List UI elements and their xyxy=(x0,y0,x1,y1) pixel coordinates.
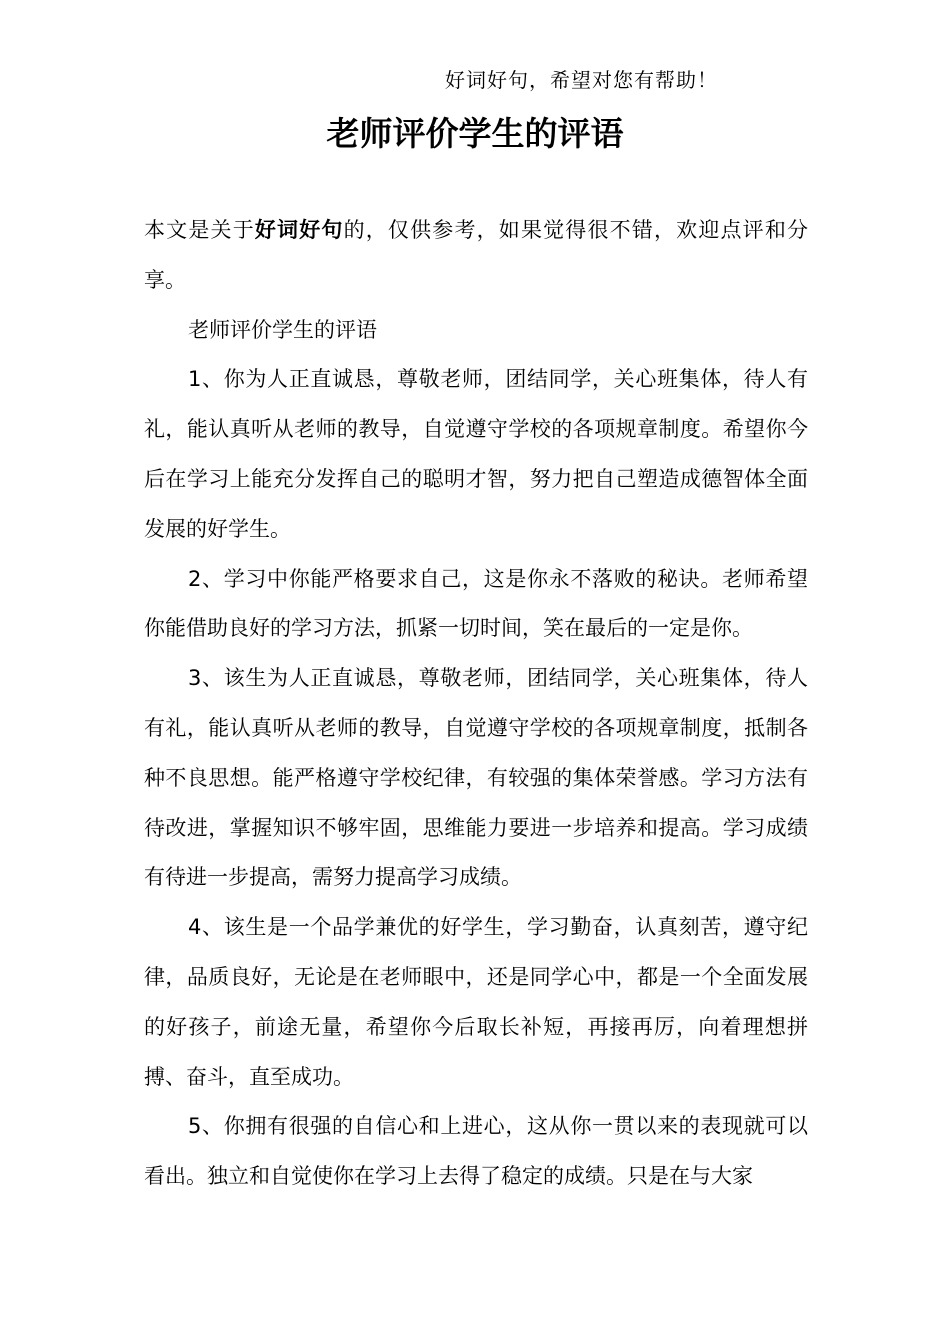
document-body xyxy=(144,206,808,1202)
header-note: 好词好句，希望对您有帮助！ xyxy=(445,68,718,92)
intro-paragraph xyxy=(144,206,808,306)
comment-paragraph-5: 5、你拥有很强的自信心和上进心，这从你一贯以来的表现就可以看出。独立和自觉使你在学习上去得了稳定的成绩。只是在与大家 xyxy=(144,1114,808,1189)
comment-paragraph-4: 4、该生是一个品学兼优的好学生，学习勤奋，认真刻苦，遵守纪律，品质良好，无论是在老师眼中，还是同学心中，都是一个全面发展的好孩子，前途无量，希望你今后取长补短，再接再厉，向着理想拼搏、奋斗，直至成功。 xyxy=(144,915,808,1089)
intro-bold-keyword: 好词好句 xyxy=(254,218,344,242)
intro-text-before: 本文是关于 xyxy=(144,218,255,242)
comment-paragraph-1: 1、你为人正直诚恳，尊敬老师，团结同学，关心班集体，待人有礼，能认真听从老师的教导，自觉遵守学校的各项规章制度。希望你今后在学习上能充分发挥自己的聪明才智，努力把自己塑造成德智体全面发展的好学生。 xyxy=(144,367,808,541)
comment-paragraph-3: 3、该生为人正直诚恳，尊敬老师，团结同学，关心班集体，待人有礼，能认真听从老师的教导，自觉遵守学校的各项规章制度，抵制各种不良思想。能严格遵守学校纪律，有较强的集体荣誉感。学习方法有待改进，掌握知识不够牢固，思维能力要进一步培养和提高。学习成绩有待进一步提高，需努力提高学习成绩。 xyxy=(144,666,808,890)
page-title: 老师评价学生的评语 xyxy=(326,114,624,153)
comment-paragraph-2: 2、学习中你能严格要求自己，这是你永不落败的秘诀。老师希望你能借助良好的学习方法，抓紧一切时间，笑在最后的一定是你。 xyxy=(144,566,808,641)
intro-text-after: 的，仅供参考，如果觉得很不错，欢迎点评和分享。 xyxy=(144,218,809,292)
section-subtitle: 老师评价学生的评语 xyxy=(188,317,377,342)
